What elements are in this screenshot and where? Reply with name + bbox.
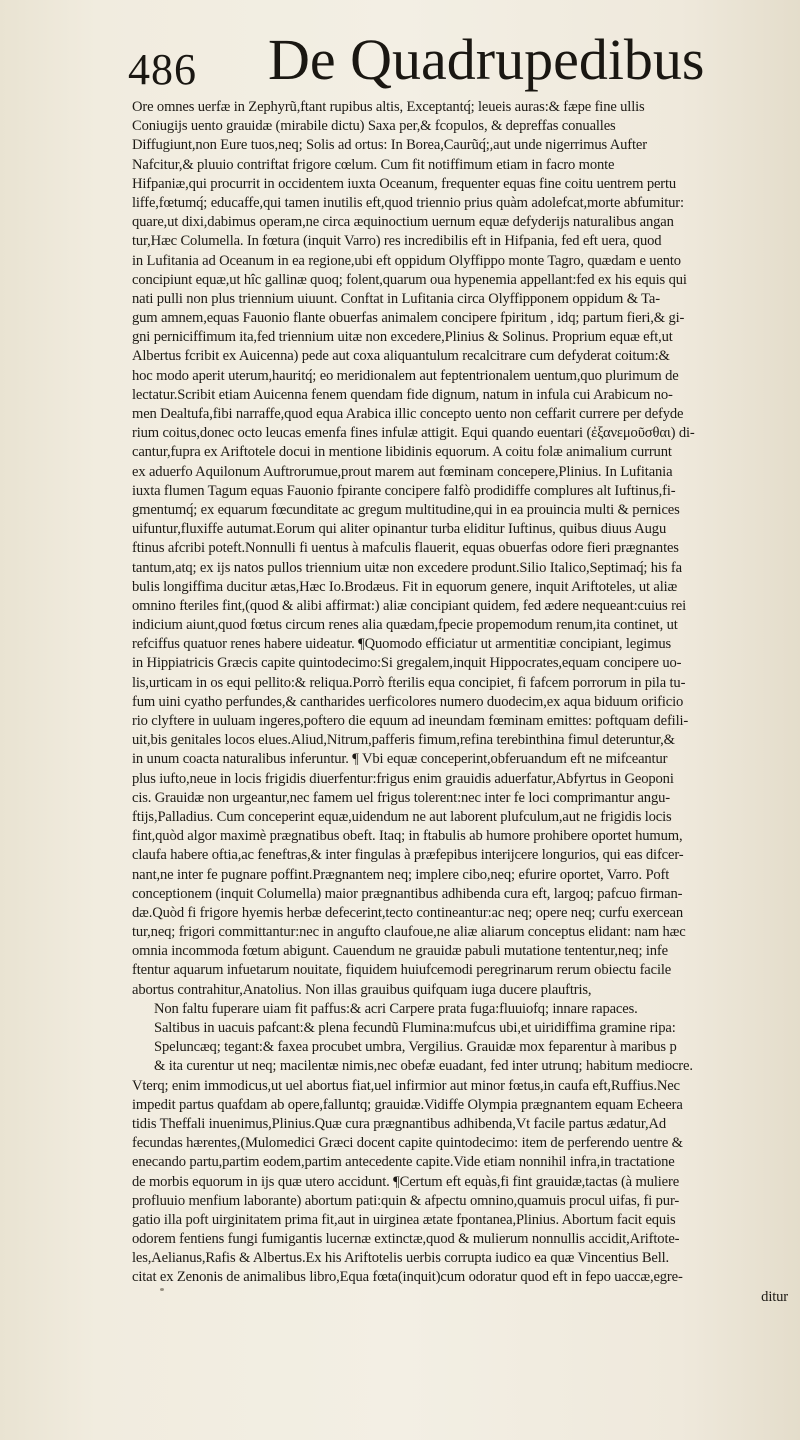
text-line: liffe,fœtumq́; educaffe,qui tamen inutilis eft,quod triennio prius quàm adolefcat,morte abfumitur:	[132, 194, 684, 211]
text-line: gum amnem,equas Fauonio flante obuerfas animalem concipere fpiritum , idq; partum fieri,& gi-	[132, 310, 685, 327]
text-line: tur,neq; frigori committantur:nec in angufto claufoue,ne aliæ aliarum conceptus elidant: nam hæc	[132, 924, 686, 941]
text-line: omnia incommoda fœtum abigunt. Cauendum ne grauidæ pabuli mutatione tententur,neq; infe	[132, 943, 668, 960]
text-line: in unum coacta naturalibus inferuntur. ¶ Vbi equæ conceperint,obferuandum eft ne mifceantur	[132, 751, 668, 768]
text-line: Hifpaniæ,qui procurrit in occidentem iuxta Oceanum, frequenter equas fine coitu uentrem pertu	[132, 175, 677, 192]
text-line: lectatur.Scribit etiam Auicenna fenem quendam fide dignum, natum in infula cui Arabicum no-	[132, 386, 673, 403]
text-line: odorem fentiens fungi fumigantis lucernæ extinctæ,quod & mulierum nonnullis accidit,Ariftote-	[132, 1231, 680, 1248]
text-line: rio clyftere in uuluam ingeres,poftero die equum ad ineundam fœminam emittes: poftquam defili-	[132, 713, 689, 729]
text-line: de morbis equorum in ijs quæ utero accidunt. ¶Certum eft equàs,fi fint grauidæ,tactas (à muliere	[132, 1173, 680, 1190]
text-line: tantum,atq; ex ijs natos pullos triennium uitæ non excedere produnt.Silio Italico,Septimaq́; his fa	[132, 559, 682, 576]
text-line: tur,Hæc Columella. In fœtura (inquit Varro) res incredibilis eft in Hifpania, fed eft uera, quod	[132, 233, 662, 250]
text-line: Nafcitur,& pluuio contriftat frigore cœlum. Cum fit notiffimum etiam in facro monte	[132, 156, 615, 173]
text-line: citat ex Zenonis de animalibus libro,Equa fœta(inquit)cum odoratur quod eft in fepo uaccæ,egre-	[132, 1269, 683, 1286]
text-line: fecundas hærentes,(Mulomedici Græci docent capite quintodecimo: item de perferendo uentre &	[132, 1135, 683, 1152]
text-line: Ore omnes uerfæ in Zephyrũ,ftant rupibus altis, Exceptantq́; leueis auras:& fæpe fine ullis	[132, 99, 645, 115]
text-line: Saltibus in uacuis pafcant:& plena fecundũ Flumina:mufcus ubi,et uiridiffima gramine ripa:	[154, 1020, 676, 1036]
text-line: enecando partu,partim eodem,partim antecedente capite.Vide etiam nonnihil infra,in tractatione	[132, 1154, 675, 1171]
text-line: ftinus afcribi poteft.Nonnulli fi uentus à mafculis flauerit, equas obuerfas odore fieri prægnantes	[132, 540, 679, 557]
text-line: tidis Theffali inuenimus,Plinius.Quæ cura prægnantibus adhibenda,Vt facile partus ædatur,Ad	[132, 1115, 667, 1132]
text-line: abortus contrahitur,Anatolius. Non illas grauibus quifquam iuga ducere plauftris,	[132, 981, 592, 998]
text-line: uit,bis genitales locos elues.Aliud,Nitrum,pafferis fimum,refina terebinthina fimul deteruntur,&	[132, 732, 675, 749]
text-line: iuxta flumen Tagum equas Fauonio fpirante concipere falfò prodidiffe complures alt Iuftinus,fi-	[132, 482, 676, 499]
page-number: 486	[128, 45, 197, 94]
text-line: gni perniciffimum ita,fed triennium uitæ non excedere,Plinius & Solinus. Proprium equæ eft,ut	[132, 329, 673, 346]
text-line: fint,quòd algor maximè prægnatibus obeft. Itaq; in ftabulis ab humore prohibere oportet humum,	[132, 828, 683, 845]
text-line: Non faltu fuperare uiam fit paffus:& acri Carpere prata fuga:fluuiofq; innare rapaces.	[154, 1000, 638, 1017]
text-line: dæ.Quòd fi frigore hyemis herbæ defecerint,tecto contineantur:ac neq; opere neq; curfu exercean	[132, 904, 684, 921]
text-line: in Lufitania ad Oceanum in ea regione,ubi eft oppidum Olyffippo monte Tagro, quædam e uento	[132, 252, 681, 269]
text-line: bulis longiffima ducitur ætas,Hæc Io.Brodæus. Fit in equorum genere, inquit Ariftoteles, ut aliæ	[132, 578, 678, 595]
text-line: lis,urticam in os equi pellito:& reliqua.Porrò fterilis equa concipiet, fi fafcem porrorum in pila tu-	[132, 674, 686, 691]
text-line: rium coitus,donec octo leucas emenfa fines infulæ attigit. Equi quando euentari (ἐξανεμοῦσθαι) di-	[132, 425, 695, 442]
text-line: claufa habere oftia,ac feneftras,& inter fingulas à præfepibus interijcere longurios, qui eas difcer-	[132, 847, 684, 864]
ink-speck	[160, 1288, 164, 1291]
text-line: ftentur aquarum infuetarum nouitate, fiquidem huiufcemodi peregrinarum rerum obiectu facile	[132, 962, 672, 979]
text-line: nant,ne inter fe pugnare poffint.Prægnantem neq; implere cibo,neq; efurire oportet, Varro. Poft	[132, 866, 670, 883]
text-line: nati pulli non plus triennium uiuunt. Conftat in Lufitania circa Olyffipponem oppidum & Ta-	[132, 290, 660, 307]
text-line: quare,ut dixi,dabimus operam,ne circa æquinoctium uernum equæ defyderijs naturalibus angan	[132, 214, 674, 231]
body-text	[132, 98, 792, 1307]
text-line: ex aduerfo Aquilonum Auftrorumue,prout marem aut fœminam concepere,Plinius. In Lufitania	[132, 463, 673, 480]
text-line: refciffus quatuor renes habere uideatur. ¶Quomodo efficiatur ut armentitiæ concipiant, legimus	[132, 636, 672, 653]
text-line: gmentumq́; ex equarum fœcunditate ac gregum multitudine,qui in ea prouincia multi & pernices	[132, 501, 680, 518]
running-title: De Quadrupedibus	[268, 27, 705, 92]
text-line: cis. Grauidæ non urgeantur,nec famem uel frigus tolerent:nec inter fe loci comprimantur angu-	[132, 789, 670, 806]
text-line: & ita curentur ut neq; macilentæ nimis,nec obefæ euadant, fed inter utrunq; habitum mediocre.	[154, 1058, 693, 1075]
text-line: Speluncæq; tegant:& faxea procubet umbra, Vergilius. Grauidæ mox feparentur à maribus p	[154, 1039, 677, 1056]
text-line: les,Aelianus,Rafis & Albertus.Ex his Ariftotelis uerbis corrupta iudico ea quæ Vincentius Bell.	[132, 1250, 670, 1267]
text-line: conceptionem (inquit Columella) maior prægnantibus adhibenda cura eft, largoq; pafcuo firman-	[132, 885, 683, 902]
text-line: in Hippiatricis Græcis capite quintodecimo:Si gregalem,inquit Hippocrates,equam concipere uo-	[132, 655, 682, 672]
text-line: indicium aiunt,quod fœtus circum renes alia quædam,fpecie propemodum renum,ita continet, ut	[132, 617, 678, 634]
text-line: omnino fteriles fint,(quod & alibi affirmat:) aliæ concipiant quidem, fed ædere nequeant:cuius rei	[132, 597, 687, 614]
text-line: Coniugijs uento grauidæ (mirabile dictu) Saxa per,& fcopulos, & depreffas conualles	[132, 118, 616, 135]
text-line: Diffugiunt,non Eure tuos,neq; Solis ad ortus: In Borea,Caurũq́;,aut unde nigerrimus Aufter	[132, 137, 647, 154]
text-line: Vterq; enim immodicus,ut uel abortus fiat,uel infirmior aut minor fœtus,in caufa eft,Ruffius.Nec	[132, 1077, 680, 1094]
text-line: hoc modo aperit uterum,hauritq́; eo meridionalem aut feptentrionalem uentum,quo plurimum de	[132, 367, 679, 384]
text-line: uifuntur,fluxiffe autumat.Eorum qui aliter opinantur turba eliditur Iuftinus, quibus diuus Augu	[132, 521, 667, 538]
text-line: plus iufto,neue in locis frigidis diuerfentur:frigus enim grauidis aduerfatur,Abfyrtus in Geoponi	[132, 770, 674, 787]
text-line: profluuio menfium laborante) abortum pati:quin & afpectu omnino,quamuis procul uifas, fi pur-	[132, 1192, 680, 1209]
text-line: ftijs,Palladius. Cum conceperint equæ,uidendum ne aut laborent plufculum,aut ne frigidis locis	[132, 808, 672, 825]
text-line: impedit partus quafdam ab opere,falluntq; grauidæ.Vidiffe Olympia prægnantem equam Echeera	[132, 1096, 683, 1113]
text-line: ditur	[761, 1288, 788, 1305]
text-line: concipiunt equæ,ut hîc gallinæ quoq; folent,quarum oua hypenemia appellant:fed ex his equis qui	[132, 271, 687, 288]
text-line: cantur,fupra ex Ariftotele docui in mentione libidinis equorum. A coitu folæ animalium currunt	[132, 444, 672, 461]
text-line: gatio illa poft uirginitatem prima fit,aut in uirginea ætate fpontanea,Plinius. Abortum facit equis	[132, 1211, 676, 1228]
text-line: men Dealtufa,fibi narraffe,quod equa Arabica illic concepto uento non ceffarit currere per defyde	[132, 406, 684, 422]
text-line: fum uini cyatho perfundes,& cantharides uerficolores numero duodecim,ex aqua biduum orificio	[132, 693, 684, 710]
text-line: Albertus fcribit ex Auicenna) pede aut coxa aliquantulum recalcitrare cum defyderat coitum:&	[132, 348, 670, 365]
